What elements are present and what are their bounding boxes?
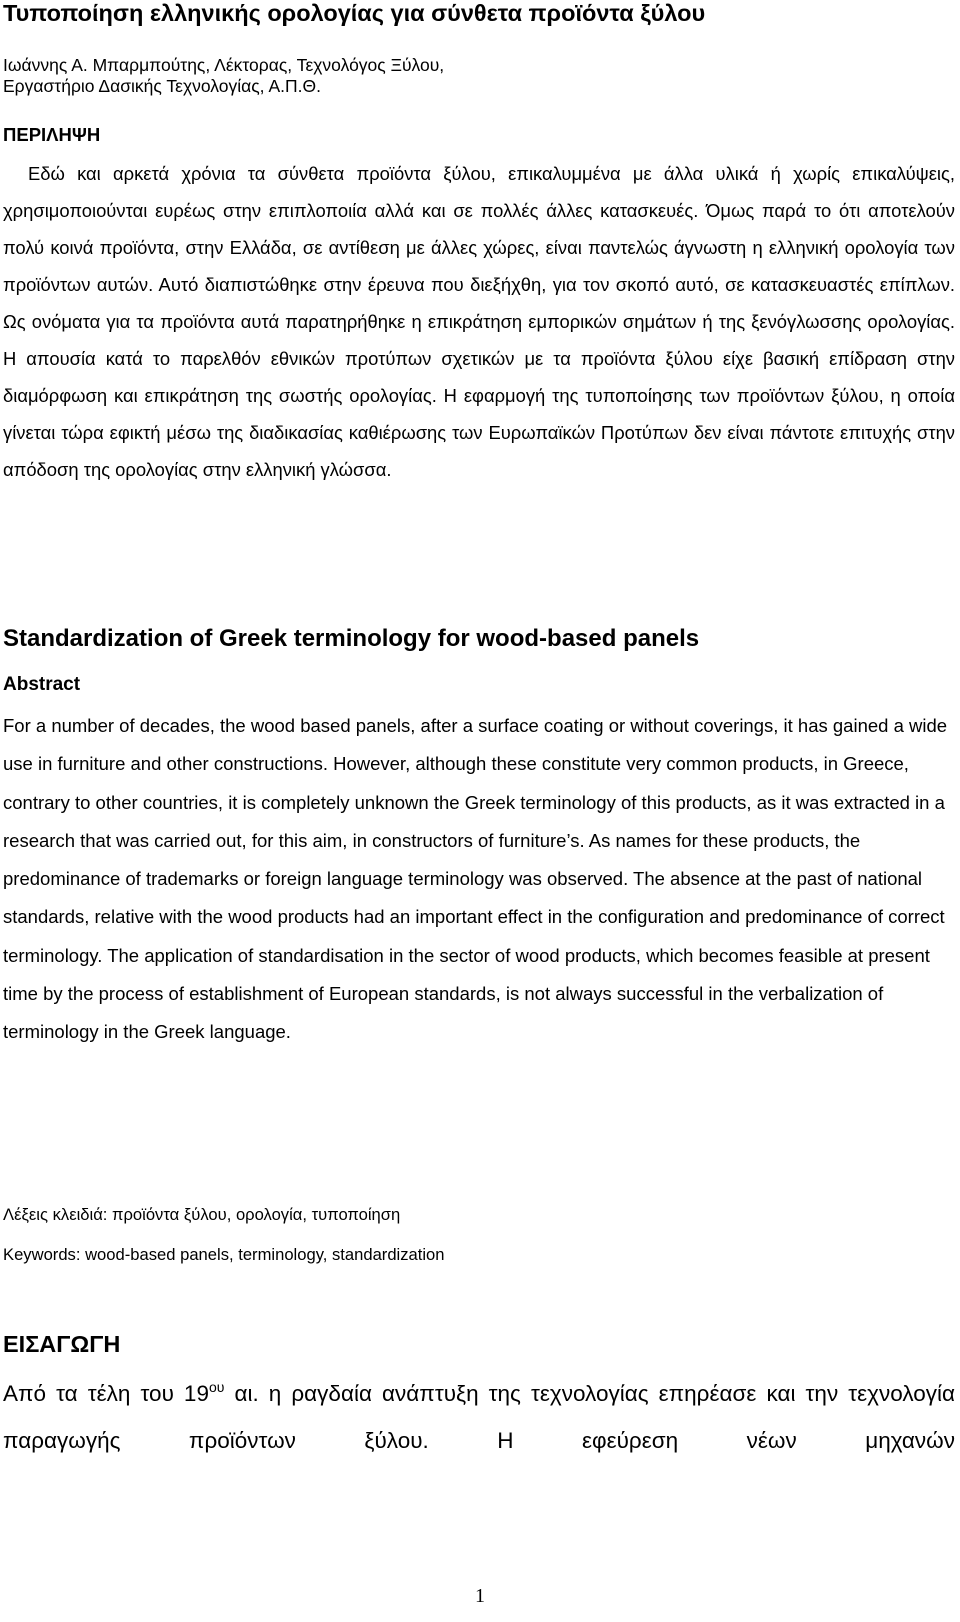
author-line-2: Εργαστήριο Δασικής Τεχνολογίας, Α.Π.Θ.	[3, 76, 321, 96]
intro-text-start: Από τα τέλη του 19	[3, 1381, 209, 1406]
english-abstract-heading: Abstract	[3, 674, 81, 695]
document-page	[3, 0, 955, 1622]
greek-abstract-heading: ΠΕΡΙΛΗΨΗ	[3, 124, 101, 145]
author-line-1: Ιωάννης Α. Μπαρμπούτης, Λέκτορας, Τεχνολόγος Ξύλου,	[3, 55, 445, 75]
author-block	[3, 55, 444, 97]
english-abstract-paragraph: For a number of decades, the wood based panels, after a surface coating or without coverings, it has gained a wide use in furniture and other constructions. However, although these constitute very common products, in Greece, contrary to other countries, it is completely unknown the Greek terminology of this products, as it was extracted in a research that was carried out, for this aim, in constructors of furniture’s. As names for these products, the predominance of trademarks or foreign language terminology was observed. The absence at the past of national standards, relative with the wood products had an important effect in the configuration and predominance of correct terminology. The application of standardisation in the sector of wood products, which becomes feasible at present time by the process of establishment of European standards, is not always successful in the verbalization of terminology in the Greek language.	[3, 715, 948, 1043]
greek-title: Τυποποίηση ελληνικής ορολογίας για σύνθετα προϊόντα ξύλου	[3, 0, 706, 26]
intro-text-rest: αι. η ραγδαία ανάπτυξη της τεχνολογίας επηρέασε και την τεχνολογία παραγωγής προϊόντων ξύλου. Η εφεύρεση νέων μηχανών	[3, 1381, 955, 1453]
greek-abstract-paragraph: Εδώ και αρκετά χρόνια τα σύνθετα προϊόντα ξύλου, επικαλυμμένα με άλλα υλικά ή χωρίς επικαλύψεις, χρησιμοποιούνται ευρέως στην επιπλοποιία αλλά και σε πολλές άλλες κατασκευές. Όμως παρά το ότι αποτελούν πολύ κοινά προϊόντα, στην Ελλάδα, σε αντίθεση με άλλες χώρες, είναι παντελώς άγνωστη η ελληνική ορολογία των προϊόντων αυτών. Αυτό διαπιστώθηκε στην έρευνα που διεξήχθη, για τον σκοπό αυτό, σε κατασκευαστές επίπλων. Ως ονόματα για τα προϊόντα αυτά παρατηρήθηκε η επικράτηση εμπορικών σημάτων ή της ξενόγλωσσης ορολογίας. Η απουσία κατά το παρελθόν εθνικών προτύπων σχετικών με τα προϊόντα ξύλου είχε βασική επίδραση στην διαμόρφωση και επικράτηση της σωστής ορολογίας. Η εφαρμογή της τυποποίησης των προϊόντων ξύλου, η οποία γίνεται τώρα εφικτή μέσω της διαδικασίας καθιέρωσης των Ευρωπαϊκών Προτύπων δεν είναι πάντοτε επιτυχής στην απόδοση της ορολογίας στην ελληνική γλώσσα.	[3, 163, 955, 480]
introduction-heading: ΕΙΣΑΓΩΓΗ	[3, 1331, 121, 1357]
english-title: Standardization of Greek terminology for wood-based panels	[3, 625, 700, 652]
intro-superscript: ου	[208, 1379, 225, 1395]
page-number: 1	[475, 1585, 485, 1607]
greek-keywords: Λέξεις κλειδιά: προϊόντα ξύλου, ορολογία, τυποποίηση	[3, 1205, 401, 1224]
introduction-paragraph	[3, 1370, 955, 1464]
english-keywords: Keywords: wood-based panels, terminology, standardization	[3, 1245, 445, 1264]
